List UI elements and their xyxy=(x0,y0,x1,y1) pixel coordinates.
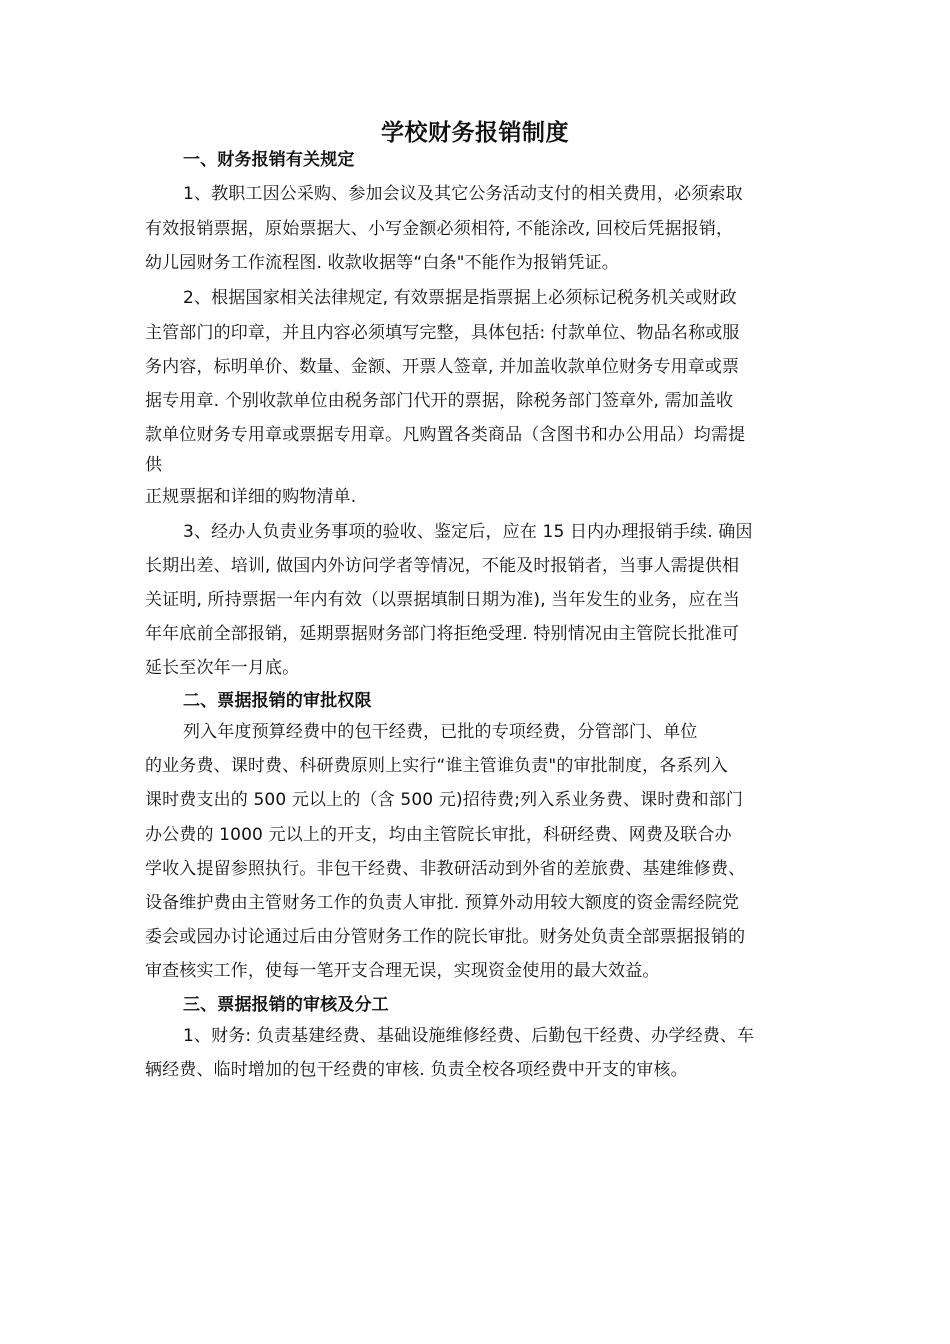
paragraph-line: 幼儿园财务工作流程图. 收款收据等“白条"不能作为报销凭证。 xyxy=(145,253,619,273)
paragraph-line: 审查核实工作，使每一笔开支合理无误，实现资金使用的最大效益。 xyxy=(145,961,660,981)
paragraph-line: 1、财务: 负责基建经费、基础设施维修经费、后勤包干经费、办学经费、车 xyxy=(183,1026,755,1046)
section-heading-1: 一、财务报销有关规定 xyxy=(183,150,355,170)
paragraph-line: 1、教职工因公采购、参加会议及其它公务活动支付的相关费用，必须索取 xyxy=(183,184,743,204)
paragraph-line: 2、根据国家相关法律规定, 有效票据是指票据上必须标记税务机关或财政 xyxy=(183,288,737,308)
paragraph-line: 课时费支出的 500 元以上的（含 500 元)招待费;列入系业务费、课时费和部门 xyxy=(145,790,744,810)
paragraph-line: 供 xyxy=(145,455,163,475)
paragraph-line: 设备维护费由主管财务工作的负责人审批. 预算外动用较大额度的资金需经院党 xyxy=(145,893,740,913)
paragraph-line: 务内容，标明单价、数量、金额、开票人签章, 并加盖收款单位财务专用章或票 xyxy=(145,357,740,377)
paragraph-line: 有效报销票据，原始票据大、小写金额必须相符, 不能涂改, 回校后凭据报销， xyxy=(145,219,734,239)
paragraph-line: 的业务费、课时费、科研费原则上实行“谁主管谁负责"的审批制度，各系列入 xyxy=(145,756,728,776)
paragraph-line: 年年底前全部报销，延期票据财务部门将拒绝受理. 特别情况由主管院长批准可 xyxy=(145,624,740,644)
paragraph-line: 3、经办人负责业务事项的验收、鉴定后，应在 15 日内办理报销手续. 确因 xyxy=(183,522,753,542)
section-heading-3: 三、票据报销的审核及分工 xyxy=(183,995,389,1015)
paragraph-line: 据专用章. 个别收款单位由税务部门代开的票据，除税务部门签章外, 需加盖收 xyxy=(145,391,734,411)
document-title: 学校财务报销制度 xyxy=(381,120,569,146)
section-heading-2: 二、票据报销的审批权限 xyxy=(183,691,372,711)
paragraph-line: 列入年度预算经费中的包干经费，已批的专项经费，分管部门、单位 xyxy=(183,722,698,742)
paragraph-line: 主管部门的印章，并且内容必须填写完整，具体包括: 付款单位、物品名称或服 xyxy=(145,323,740,343)
paragraph-line: 辆经费、临时增加的包干经费的审核. 负责全校各项经费中开支的审核。 xyxy=(145,1060,688,1080)
paragraph-line: 办公费的 1000 元以上的开支，均由主管院长审批，科研经费、网费及联合办 xyxy=(145,825,732,845)
paragraph-line: 长期出差、培训, 做国内外访问学者等情况，不能及时报销者，当事人需提供相 xyxy=(145,556,740,576)
paragraph-line: 委会或园办讨论通过后由分管财务工作的院长审批。财务处负责全部票据报销的 xyxy=(145,927,746,947)
paragraph-line: 延长至次年一月底。 xyxy=(145,658,300,678)
paragraph-line: 正规票据和详细的购物清单. xyxy=(145,487,357,507)
paragraph-line: 款单位财务专用章或票据专用章。凡购置各类商品（含图书和办公用品）均需提 xyxy=(145,425,746,445)
paragraph-line: 关证明, 所持票据一年内有效（以票据填制日期为准), 当年发生的业务，应在当 xyxy=(145,590,740,610)
paragraph-line: 学收入提留参照执行。非包干经费、非教研活动到外省的差旅费、基建维修费、 xyxy=(145,859,746,879)
